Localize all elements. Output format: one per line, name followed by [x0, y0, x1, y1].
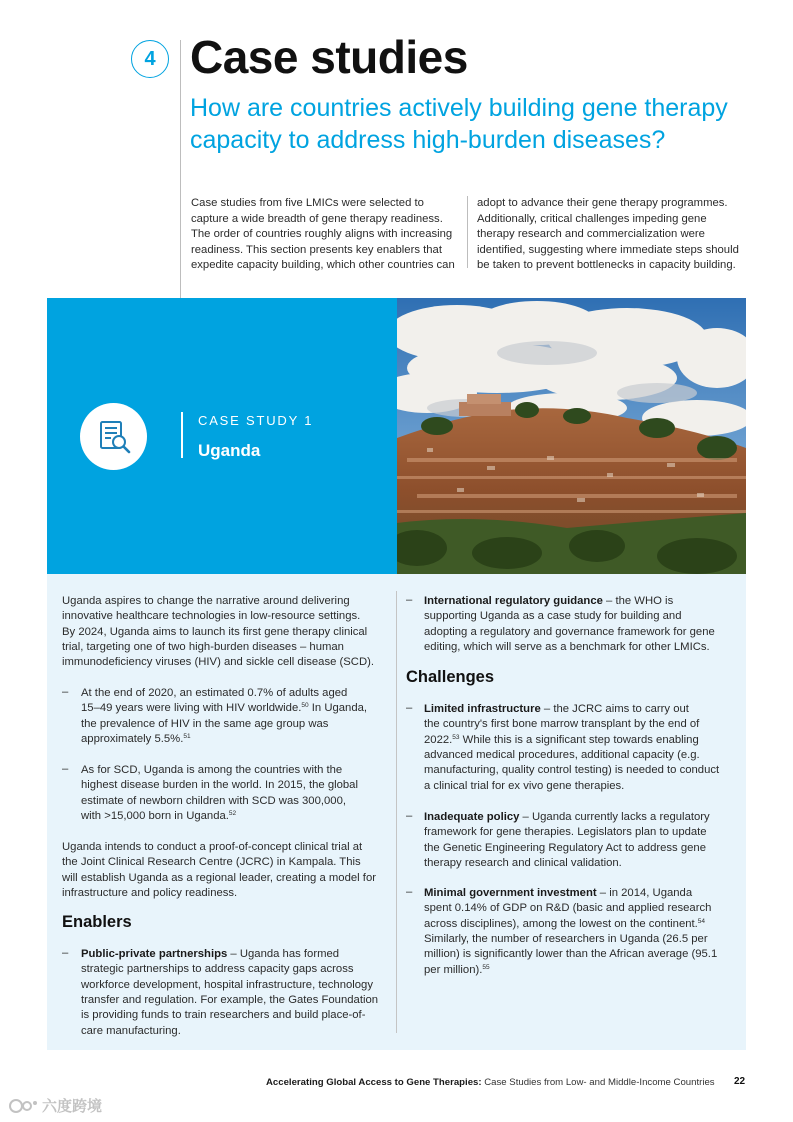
case-study-icon-circle	[80, 403, 147, 470]
bullet-dash: –	[406, 594, 413, 606]
uganda-photo	[397, 298, 746, 574]
chapter-number: 4	[144, 47, 156, 70]
text-span: – in 2014, Uganda	[596, 887, 693, 899]
bullet-dash: –	[406, 886, 413, 898]
text-line: million) is significantly lower than the African average (95.1	[424, 948, 718, 961]
text-line: be taken to prevent bottlenecks in capacity building.	[477, 259, 736, 271]
text-span: 2022.	[424, 733, 453, 746]
watermark-logo-icon	[8, 1097, 38, 1115]
chapter-number-badge	[131, 40, 169, 78]
footnote-ref: 55	[482, 963, 490, 971]
enabler-term: Public-private partnerships	[81, 948, 228, 960]
text-line	[424, 917, 705, 932]
text-line: At the end of 2020, an estimated 0.7% of adults aged	[81, 687, 348, 699]
text-line: By 2024, Uganda aims to launch its first gene therapy clinical	[62, 625, 368, 638]
footnote-ref: 54	[697, 917, 706, 925]
enabler-term: International regulatory guidance	[424, 595, 603, 607]
text-line: transfer and regulation. For example, the Gates Foundation	[81, 993, 379, 1006]
text-span: – Uganda currently lacks a regulatory	[519, 811, 710, 823]
section-heading-challenges: Challenges	[406, 668, 495, 686]
text-line: the Genetic Engineering Regulatory Act to address gene	[424, 841, 706, 854]
text-line: adopting a regulatory and governance framework for gene	[424, 625, 715, 638]
text-line: therapy research and clinical validation.	[424, 856, 622, 869]
text-line: workforce development, hospital infrastructure, technology	[81, 978, 373, 991]
bullet-dash: –	[406, 702, 413, 714]
vertical-rule	[180, 40, 181, 298]
text-line: supporting Uganda as a case study for building and	[424, 610, 682, 623]
text-span: across disciplines), among the lowest on the continent.	[424, 917, 698, 930]
challenge-term: Limited infrastructure	[424, 703, 541, 715]
text-line: Uganda aspires to change the narrative around delivering	[62, 595, 350, 607]
footnote-ref: 51	[183, 732, 191, 740]
footnote-ref: 52	[228, 809, 237, 817]
footer-subtitle: Case Studies from Low- and Middle-Income Countries	[481, 1077, 715, 1088]
text-line	[424, 963, 490, 978]
document-search-icon	[94, 417, 134, 457]
text-span: While this is a significant step towards enabling	[459, 733, 699, 746]
text-line: expedite capacity building, which other countries can	[191, 259, 455, 271]
text-line: the prevalence of HIV in the same age group was	[81, 717, 329, 730]
text-line	[81, 732, 191, 747]
text-span: per million).	[424, 963, 483, 976]
footnote-ref: 53	[452, 733, 460, 741]
text-line	[424, 702, 689, 717]
footnote-ref: 50	[301, 702, 309, 710]
text-line: is providing funds to train researchers and build place-of-	[81, 1009, 366, 1022]
text-line: trial, targeting one of two high-burden diseases – human	[62, 640, 344, 653]
intro-divider	[467, 196, 468, 268]
text-line	[424, 733, 699, 748]
text-line: capture a wide breadth of gene therapy readiness.	[191, 212, 443, 225]
text-line: spent 0.14% of GDP on R&D (basic and applied research	[424, 902, 712, 915]
bullet-dash: –	[62, 947, 69, 959]
text-line: highest disease burden in the world. In 2015, the global	[81, 779, 358, 792]
case-study-label-rule	[181, 412, 183, 458]
case-study-label: CASE STUDY 1	[198, 413, 314, 428]
text-line	[424, 810, 710, 825]
challenge-term: Minimal government investment	[424, 887, 597, 899]
bullet-dash: –	[62, 763, 69, 775]
text-line: estimate of newborn children with SCD was 300,000,	[81, 794, 346, 807]
text-line: therapy research and commercialization were	[477, 228, 705, 240]
text-line: adopt to advance their gene therapy programmes.	[477, 197, 728, 209]
page-title: Case studies	[190, 31, 468, 83]
challenge-term: Inadequate policy	[424, 811, 520, 823]
text-line	[424, 886, 692, 901]
text-span: approximately 5.5%.	[81, 732, 184, 745]
text-span: – Uganda has formed	[227, 948, 340, 960]
text-line	[81, 809, 236, 824]
text-line	[81, 947, 339, 962]
panel-divider	[396, 591, 397, 1033]
text-line: Similarly, the number of researchers in Uganda (26.5 per	[424, 932, 708, 945]
text-line: manufacturing, quality control testing) is needed to conduct	[424, 764, 720, 777]
text-line: immunodeficiency viruses (HIV) and sickle cell disease (SCD).	[62, 656, 375, 669]
text-line: advanced medical procedures, additional capacity (e.g.	[424, 748, 700, 761]
text-line: editing, which will serve as a benchmark for other LMICs.	[424, 640, 710, 653]
text-line: care manufacturing.	[81, 1024, 181, 1037]
subtitle-line: How are countries actively building gene therapy	[190, 94, 728, 122]
text-line: Uganda intends to conduct a proof-of-concept clinical trial at	[62, 841, 363, 853]
text-span: with >15,000 born in Uganda.	[81, 809, 229, 822]
watermark-text: 六度跨境	[42, 1098, 103, 1115]
text-span: In Uganda,	[308, 702, 368, 715]
watermark	[8, 1095, 102, 1116]
text-line: framework for gene therapies. Legislators plan to update	[424, 826, 707, 839]
section-heading-enablers: Enablers	[62, 913, 132, 931]
text-line: will establish Uganda as a regional leader, creating a model for	[62, 871, 376, 884]
text-line	[424, 594, 673, 609]
text-line: innovative healthcare technologies in low-resource settings.	[62, 610, 361, 623]
bullet-dash: –	[62, 686, 69, 698]
text-line: the Joint Clinical Research Centre (JCRC) in Kampala. This	[62, 856, 361, 869]
page-footer	[266, 1077, 715, 1088]
text-line: the country's first bone marrow transplant by the end of	[424, 718, 700, 731]
case-study-country: Uganda	[198, 441, 261, 460]
text-line: As for SCD, Uganda is among the countries with the	[81, 764, 343, 776]
text-line: The order of countries roughly aligns with increasing	[191, 228, 453, 240]
text-line: strategic partnerships to address capacity gaps across	[81, 963, 354, 976]
text-line: readiness. This section presents key enablers that	[191, 243, 442, 256]
page-number: 22	[734, 1076, 746, 1087]
text-line: a clinical trial for ex vivo gene therapies.	[424, 779, 625, 792]
text-line	[81, 701, 367, 716]
footer-report-title: Accelerating Global Access to Gene Therapies:	[266, 1077, 482, 1088]
text-span: – the JCRC aims to carry out	[540, 703, 689, 715]
text-span: 15–49 years were living with HIV worldwide.	[81, 702, 302, 715]
text-line: Case studies from five LMICs were selected to	[191, 197, 424, 209]
text-span: – the WHO is	[602, 595, 674, 607]
text-line: identified, suggesting where immediate steps should	[477, 243, 739, 256]
text-line: infrastructure and policy readiness.	[62, 886, 238, 899]
bullet-dash: –	[406, 810, 413, 822]
subtitle-line: capacity to address high-burden diseases?	[190, 126, 666, 154]
subtitle	[190, 92, 728, 156]
text-line: Additionally, critical challenges impeding gene	[477, 212, 707, 225]
